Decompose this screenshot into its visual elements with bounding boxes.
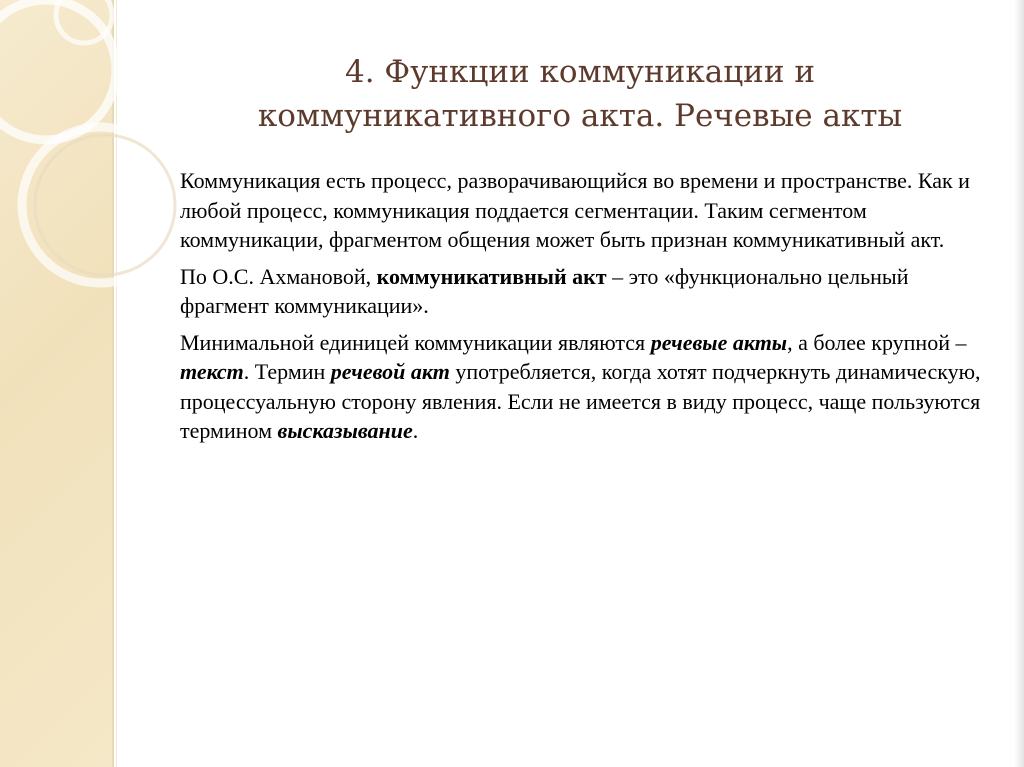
paragraph-3-part-2: , а более крупной – bbox=[787, 329, 967, 355]
paragraph-3-part-3: . Термин bbox=[243, 359, 331, 384]
slide-title-line-1: 4. Функции коммуникации и bbox=[344, 54, 815, 90]
slide-body bbox=[180, 166, 990, 453]
term-communicative-act: коммуникативный акт bbox=[376, 263, 607, 289]
term-utterance: высказывание bbox=[277, 418, 413, 443]
paragraph-2-lead: По О.С. Ахмановой, bbox=[180, 263, 377, 289]
right-edge-shadow bbox=[1014, 0, 1024, 767]
paragraph-speech-acts bbox=[180, 328, 990, 446]
paragraph-akhmanova-definition bbox=[180, 262, 990, 321]
paragraph-2-rest: – это «функционально цельный фрагмент коммуникации». bbox=[180, 263, 909, 318]
paragraph-3-part-5: . bbox=[412, 418, 419, 443]
term-speech-acts: речевые акты bbox=[650, 329, 788, 355]
term-text: текст bbox=[180, 359, 244, 384]
decorative-circles bbox=[0, 0, 200, 330]
paragraph-definition-communication: Коммуникация есть процесс, разворачивающийся во времени и пространстве. Как и любой процесс, коммуникация поддается сегментации. Таким сегментом коммуникации, фрагментом общения может быть признан коммуникативный акт. bbox=[180, 168, 970, 252]
paragraph-3-part-1: Минимальной единицей коммуникации являются bbox=[180, 329, 651, 355]
slide-title-line-2: коммуникативного акта. Речевые акты bbox=[257, 98, 903, 134]
decorative-circle-middle-inner bbox=[35, 135, 175, 275]
term-speech-act: речевой акт bbox=[330, 359, 450, 384]
decorative-circle-middle bbox=[22, 127, 178, 283]
slide-title bbox=[200, 50, 960, 138]
paragraph-3-part-4: употребляется, когда хотят подчеркнуть динамическую, процессуальную сторону явления. Если не имеется в виду процесс, чаще пользуются термином bbox=[180, 359, 981, 443]
